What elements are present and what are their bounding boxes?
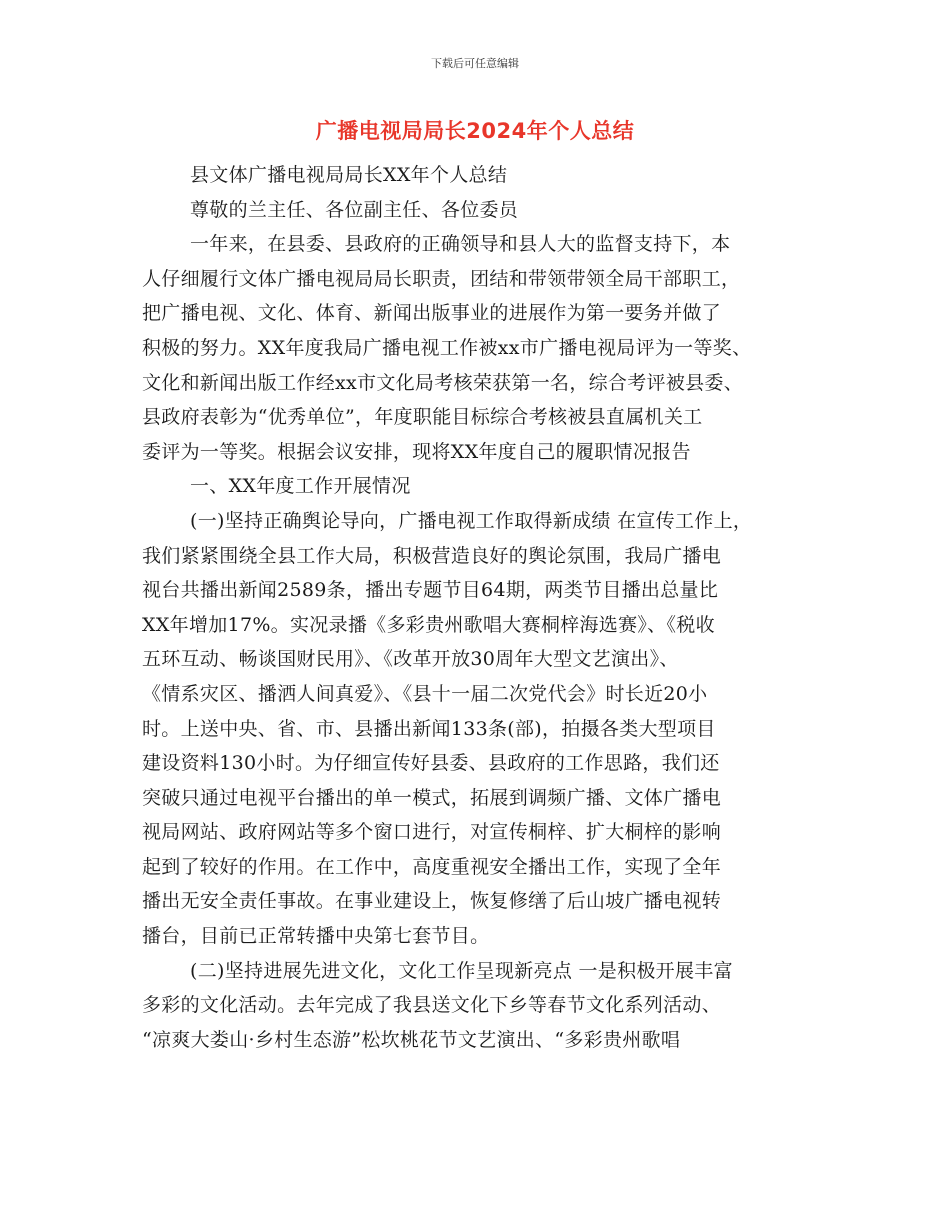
document-title: 广播电视局局长2024年个人总结 xyxy=(315,119,635,143)
text-line: 文化和新闻出版工作经xx市文化局考核荣获第一名，综合考评被县委、 xyxy=(142,371,744,394)
text-line: 把广播电视、文化、体育、新闻出版事业的进展作为第一要务并做了 xyxy=(142,302,722,325)
text-line: 突破只通过电视平台播出的单一模式，拓展到调频广播、文体广播电 xyxy=(142,786,722,809)
text-line: 一、XX年度工作开展情况 xyxy=(190,475,411,498)
text-line: 《情系灾区、播洒人间真爱》、《县十一届二次党代会》时长近20小 xyxy=(142,682,708,705)
text-line: 多彩的文化活动。去年完成了我县送文化下乡等春节文化系列活动、 xyxy=(142,994,722,1017)
text-line: 建设资料130小时。为仔细宣传好县委、县政府的工作思路，我们还 xyxy=(142,752,720,775)
paragraph xyxy=(142,504,832,954)
text-line: 一年来，在县委、县政府的正确领导和县人大的监督支持下，本 xyxy=(190,233,731,256)
text-line: 播出无安全责任事故。在事业建设上，恢复修缮了后山坡广播电视转 xyxy=(142,890,722,913)
text-line: 视台共播出新闻2589条，播出专题节目64期，两类节目播出总量比 xyxy=(142,579,719,602)
document-body xyxy=(142,158,832,1057)
text-line: 人仔细履行文体广播电视局局长职责，团结和带领带领全局干部职工， xyxy=(142,267,741,290)
text-line: 我们紧紧围绕全县工作大局，积极营造良好的舆论氛围，我局广播电 xyxy=(142,544,722,567)
text-line: 县政府表彰为“优秀单位”，年度职能目标综合考核被县直属机关工 xyxy=(142,406,703,429)
header-note: 下载后可任意编辑 xyxy=(431,57,519,70)
text-line: “凉爽大娄山·乡村生态游”松坎桃花节文艺演出、“多彩贵州歌唱 xyxy=(142,1028,681,1051)
text-line: (一)坚持正确舆论导向，广播电视工作取得新成绩 在宣传工作上， xyxy=(190,509,753,532)
text-line: 视局网站、政府网站等多个窗口进行，对宣传桐梓、扩大桐梓的影响 xyxy=(142,821,722,844)
paragraph xyxy=(142,469,832,504)
text-line: 五环互动、畅谈国财民用》、《改革开放30周年大型文艺演出》、 xyxy=(142,648,679,671)
text-line: (二)坚持进展先进文化，文化工作呈现新亮点 一是积极开展丰富 xyxy=(190,959,733,982)
text-line: 播台，目前已正常转播中央第七套节目。 xyxy=(142,925,490,948)
paragraph xyxy=(142,193,832,228)
text-line: 时。上送中央、省、市、县播出新闻133条(部)，拍摄各类大型项目 xyxy=(142,717,716,740)
text-line: 尊敬的兰主任、各位副主任、各位委员 xyxy=(190,198,519,221)
text-line: 起到了较好的作用。在工作中，高度重视安全播出工作，实现了全年 xyxy=(142,855,722,878)
text-line: 积极的努力。XX年度我局广播电视工作被xx市广播电视局评为一等奖、 xyxy=(142,336,752,359)
paragraph xyxy=(142,954,832,1058)
paragraph xyxy=(142,227,832,469)
text-line: 县文体广播电视局局长XX年个人总结 xyxy=(190,164,508,186)
paragraph xyxy=(142,158,832,193)
text-line: XX年增加17%。实况录播《多彩贵州歌唱大赛桐梓海选赛》、《税收 xyxy=(142,613,715,636)
text-line: 委评为一等奖。根据会议安排，现将XX年度自己的履职情况报告 xyxy=(142,440,691,463)
